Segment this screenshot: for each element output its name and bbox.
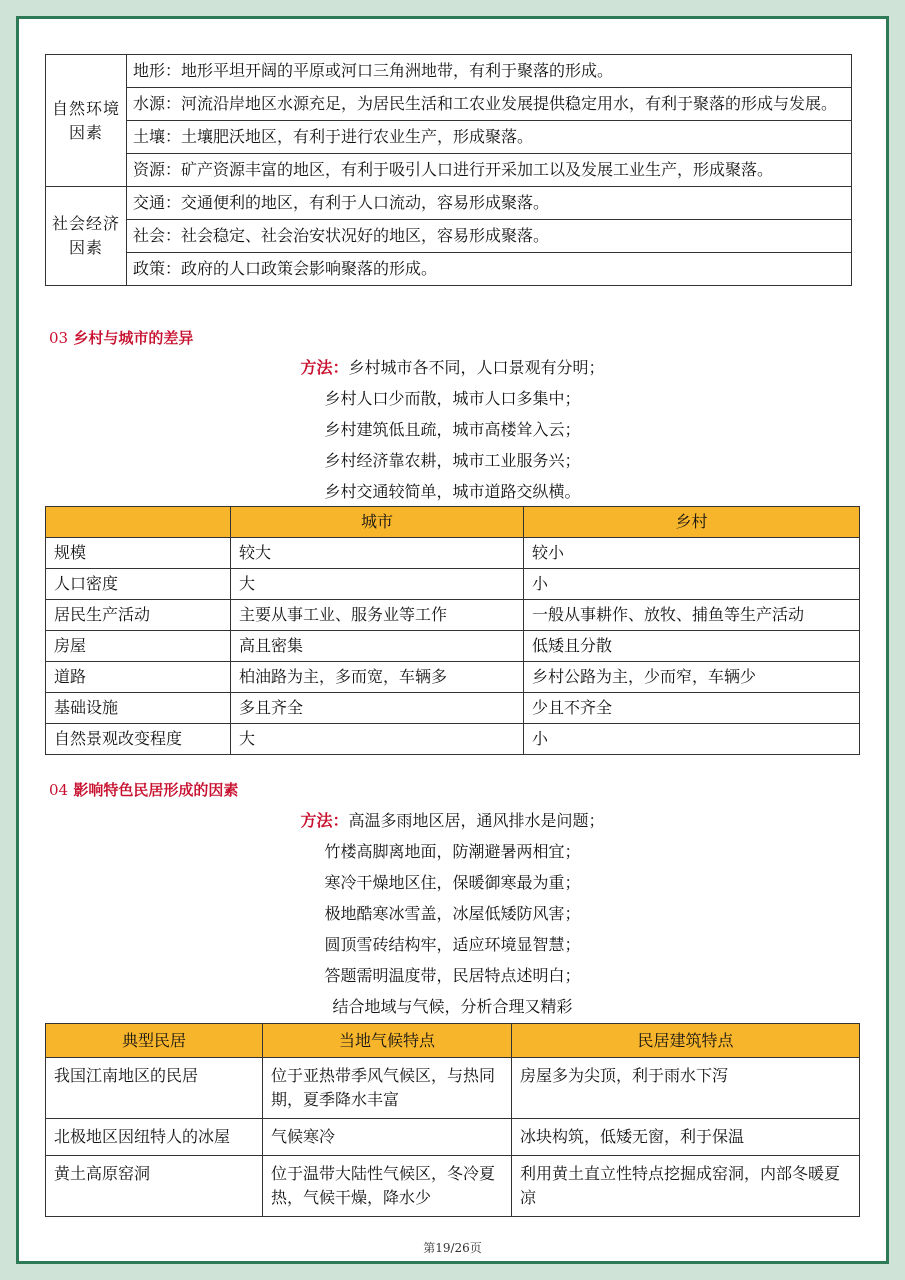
column-header: 当地气候特点 (263, 1024, 512, 1058)
section-number: 03 (49, 329, 69, 347)
column-header: 民居建筑特点 (512, 1024, 860, 1058)
poem-line: 乡村交通较简单，城市道路交纵横。 (324, 482, 581, 501)
column-header: 城市 (231, 507, 524, 538)
factor-cell: 交通：交通便利的地区，有利于人口流动，容易形成聚落。 (127, 187, 852, 220)
city-village-table (45, 506, 860, 755)
poem-line: 答题需明温度带，民居特点述明白； (324, 966, 581, 985)
section-heading-03 (49, 327, 193, 348)
poem-line: 极地酷寒冰雪盖，冰屋低矮防风害； (324, 904, 581, 923)
page-content (19, 19, 886, 1261)
factor-cell: 社会：社会稳定、社会治安状况好的地区，容易形成聚落。 (127, 220, 852, 253)
table-row: 自然景观改变程度 大 小 (46, 724, 860, 755)
page-number: 第19/26页 (423, 1241, 482, 1255)
table-row: 道路 柏油路为主，多而宽，车辆多 乡村公路为主，少而窄，车辆少 (46, 662, 860, 693)
poem-line: 乡村经济靠农耕，城市工业服务兴； (324, 451, 581, 470)
column-header (46, 507, 231, 538)
table-row: 居民生产活动 主要从事工业、服务业等工作 一般从事耕作、放牧、捕鱼等生产活动 (46, 600, 860, 631)
method-poem-04 (19, 805, 886, 1022)
factor-cell: 地形：地形平坦开阔的平原或河口三角洲地带，有利于聚落的形成。 (127, 55, 852, 88)
section-title: 影响特色民居形成的因素 (73, 781, 239, 799)
table-row (46, 187, 852, 220)
page-frame (16, 16, 889, 1264)
poem-line: 寒冷干燥地区住，保暖御寒最为重； (324, 873, 581, 892)
category-cell: 自然环境因素 (46, 55, 127, 187)
factor-cell: 资源：矿产资源丰富的地区，有利于吸引人口进行开采加工以及发展工业生产，形成聚落。 (127, 154, 852, 187)
poem-line: 方法：高温多雨地区居，通风排水是问题； (300, 811, 605, 830)
factor-cell: 土壤：土壤肥沃地区，有利于进行农业生产，形成聚落。 (127, 121, 852, 154)
table-row (46, 55, 852, 88)
table-row (46, 154, 852, 187)
table-row: 人口密度 大 小 (46, 569, 860, 600)
settlement-factors-table (45, 54, 852, 286)
table-header-row (46, 507, 860, 538)
table-row: 规模 较大 较小 (46, 538, 860, 569)
table-header-row (46, 1024, 860, 1058)
section-number: 04 (49, 781, 69, 799)
column-header: 典型民居 (46, 1024, 263, 1058)
method-label: 方法： (300, 811, 349, 830)
column-header: 乡村 (524, 507, 860, 538)
poem-line: 乡村人口少而散，城市人口多集中； (324, 389, 581, 408)
table-row (46, 220, 852, 253)
table-row (46, 253, 852, 286)
poem-line: 方法：乡村城市各不同，人口景观有分明； (300, 358, 605, 377)
table-row: 我国江南地区的民居 位于亚热带季风气候区，与热同期，夏季降水丰富 房屋多为尖顶，利于雨水下泻 (46, 1058, 860, 1119)
section-heading-04 (49, 779, 238, 800)
factor-cell: 政策：政府的人口政策会影响聚落的形成。 (127, 253, 852, 286)
poem-line: 结合地域与气候，分析合理又精彩 (332, 997, 573, 1016)
table-row: 北极地区因纽特人的冰屋 气候寒冷 冰块构筑，低矮无窗，利于保温 (46, 1119, 860, 1156)
category-cell: 社会经济因素 (46, 187, 127, 286)
table-row (46, 88, 852, 121)
table-row: 黄土高原窑洞 位于温带大陆性气候区，冬冷夏热，气候干燥，降水少 利用黄土直立性特点挖掘成窑洞，内部冬暖夏凉 (46, 1156, 860, 1217)
dwelling-table (45, 1023, 860, 1217)
poem-line: 乡村建筑低且疏，城市高楼耸入云； (324, 420, 581, 439)
poem-line: 竹楼高脚离地面，防潮避暑两相宜； (324, 842, 581, 861)
table-row: 基础设施 多且齐全 少且不齐全 (46, 693, 860, 724)
method-poem-03 (19, 352, 886, 507)
method-label: 方法： (300, 358, 349, 377)
poem-line: 圆顶雪砖结构牢，适应环境显智慧； (324, 935, 581, 954)
factor-cell: 水源：河流沿岸地区水源充足，为居民生活和工农业发展提供稳定用水，有利于聚落的形成与发展。 (127, 88, 852, 121)
table-row (46, 121, 852, 154)
section-title: 乡村与城市的差异 (73, 329, 194, 347)
table-row: 房屋 高且密集 低矮且分散 (46, 631, 860, 662)
